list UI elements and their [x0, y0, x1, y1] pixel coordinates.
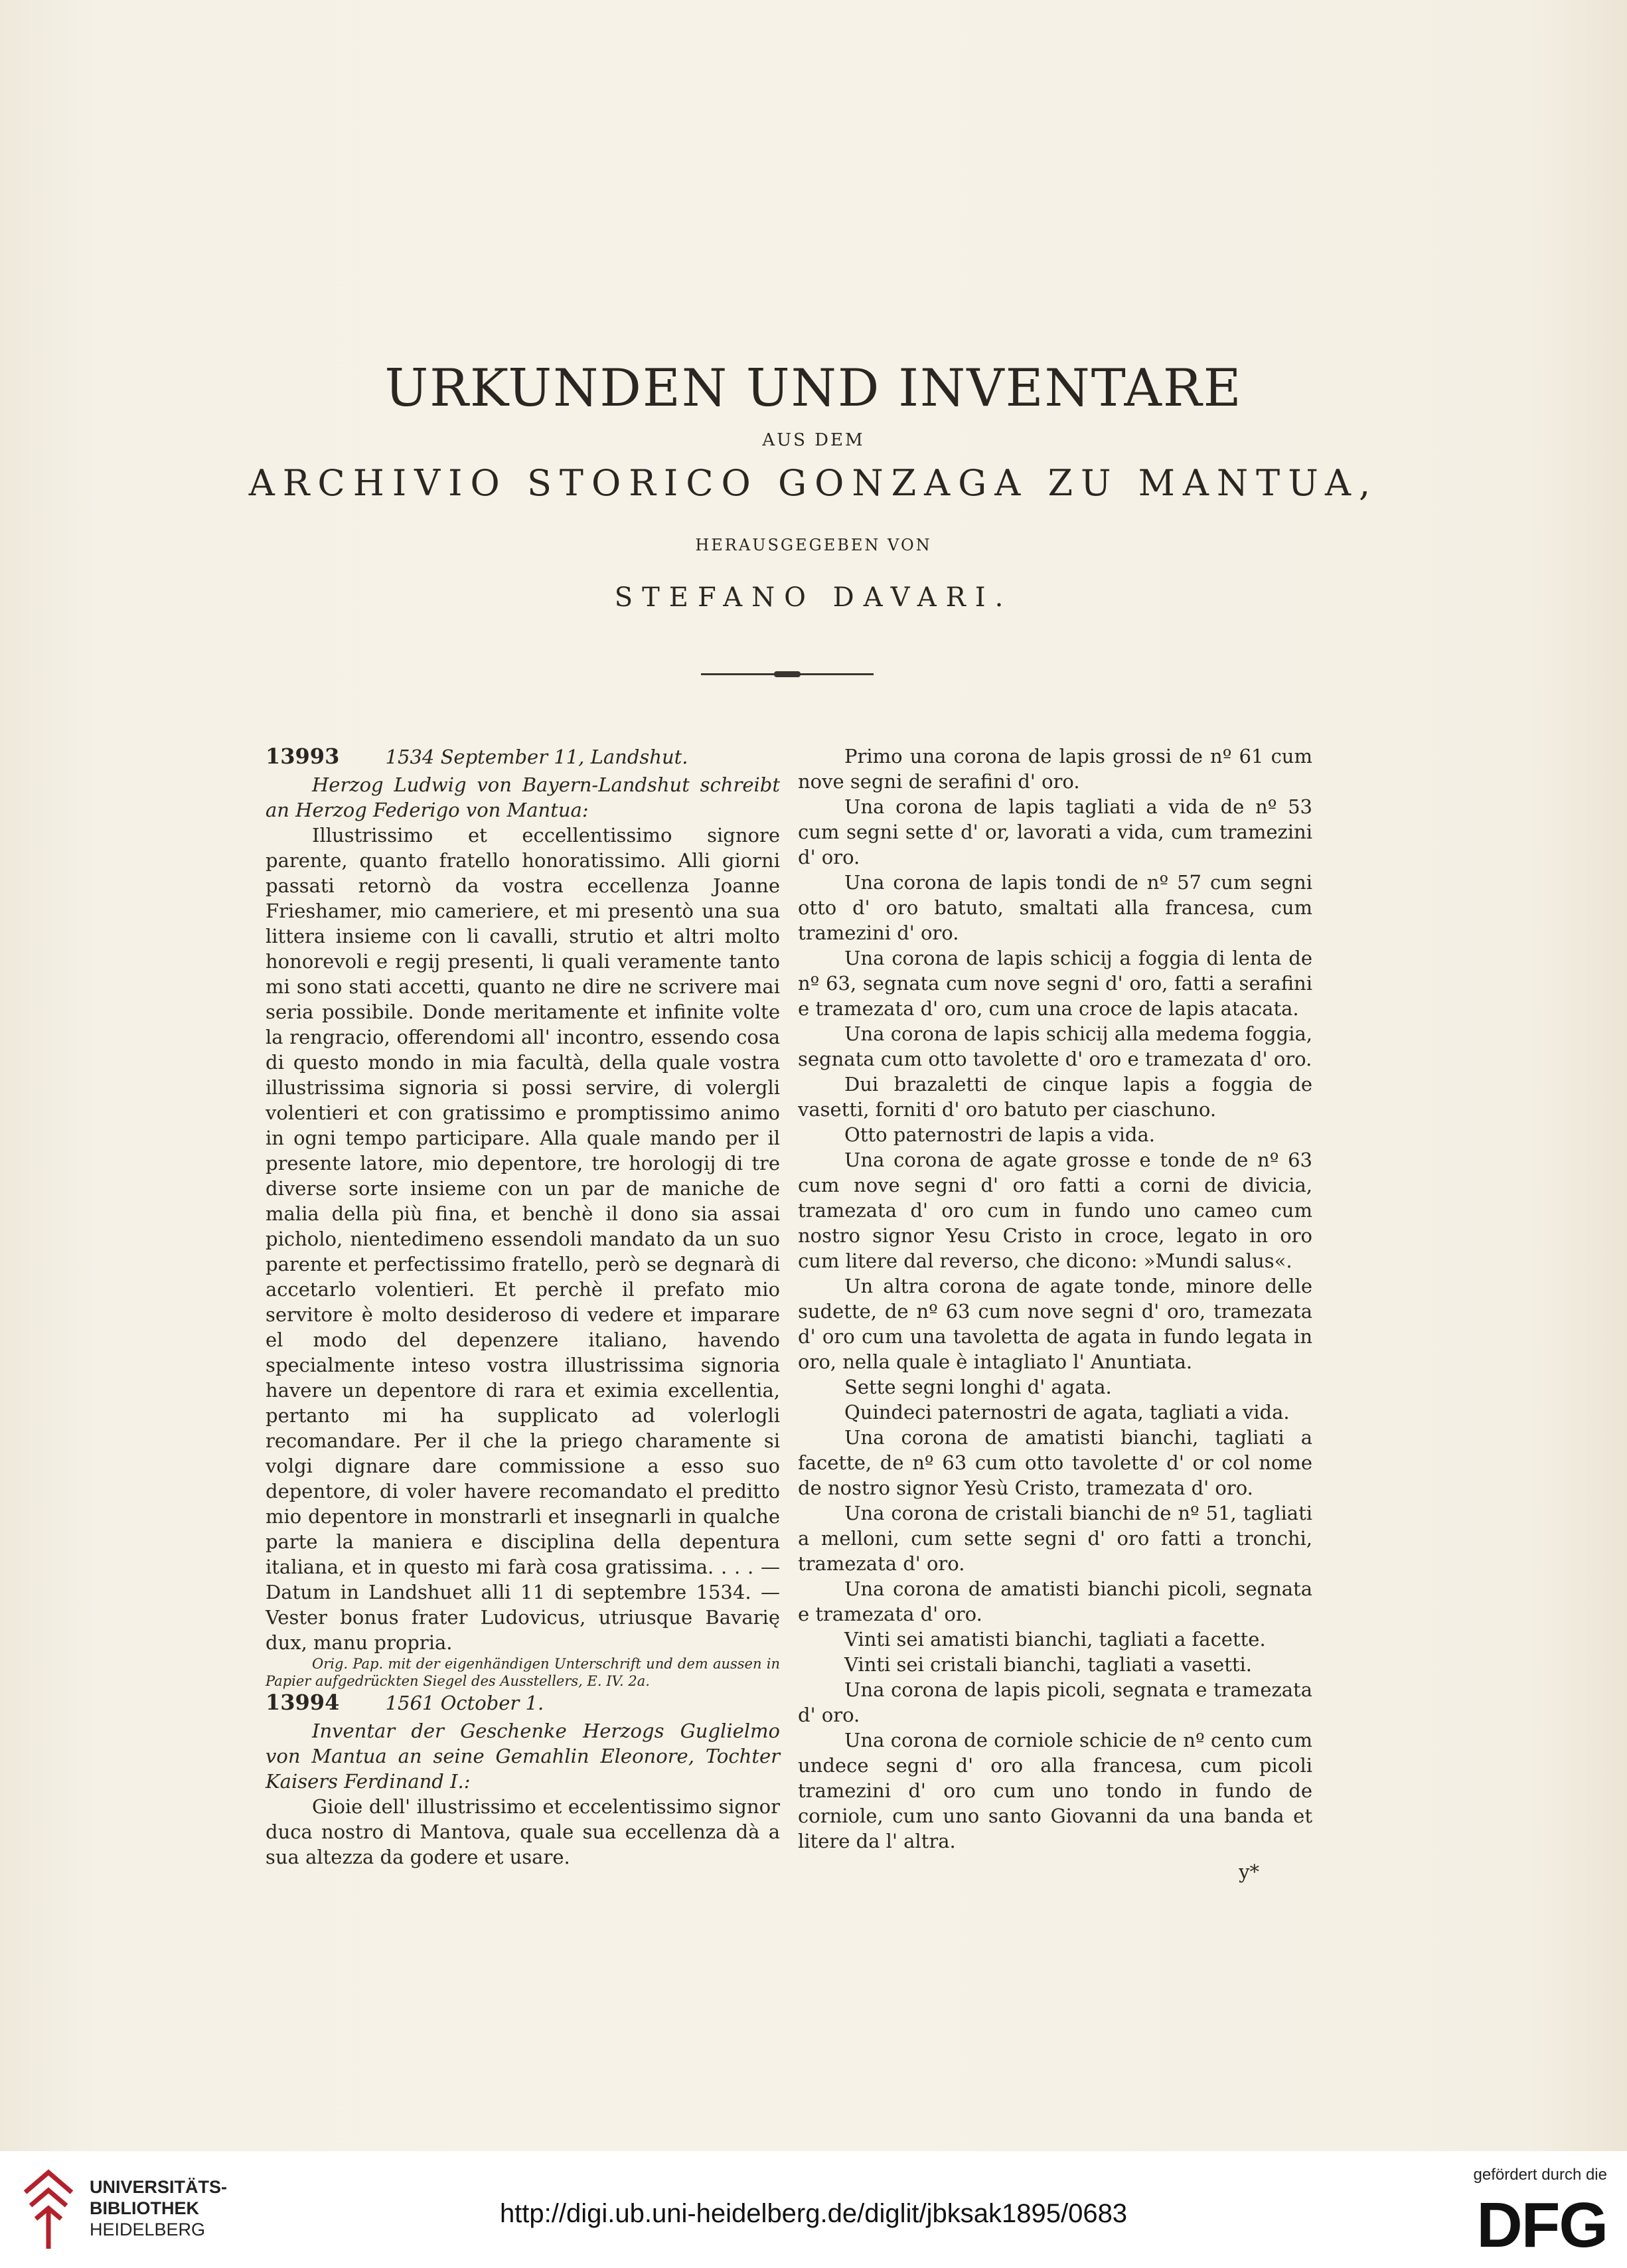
inventory-item: Otto paternostri de lapis a vida.	[844, 1123, 1156, 1146]
inventory-item: Una corona de lapis tagliati a vida de nº 53 cum segni sette d' or, lavorati a vida, cum tramezini d' oro.	[798, 795, 1312, 868]
entry-heading: Inventar der Geschenke Herzogs Guglielmo von Mantua an seine Gemahlin Eleonore, Tochter Kaisers Ferdinand I.:	[266, 1720, 780, 1793]
source-note: Orig. Pap. mit der eigenhändigen Unterschrift und dem aussen in Papier aufgedrückten Siegel des Ausstellers, E. IV. 2a.	[266, 1656, 780, 1689]
inventory-item: Una corona de corniole schicie de nº cento cum undece segni d' oro alla francesa, cum picoli tramezini d' oro cum uno tondo in fundo de corniole, cum uno santo Giovanni da una banda et litere da l' altra.	[798, 1729, 1312, 1852]
entry-date: 1534 September 11, Landshut.	[385, 746, 688, 768]
inventory-item: Una corona de lapis schicij alla medema foggia, segnata cum otto tavolette d' oro e tramezata d' oro.	[798, 1022, 1312, 1070]
inventory-item: Una corona de cristali bianchi de nº 51, tagliati a melloni, cum sette segni d' oro fatti a tronchi, tramezata d' oro.	[798, 1502, 1312, 1575]
entry-number: 13994	[266, 1690, 340, 1715]
page-header	[0, 359, 1627, 613]
inventory-item: Una corona de amatisti bianchi picoli, segnata e tramezata d' oro.	[798, 1578, 1312, 1625]
herausgegeben-label: HERAUSGEGEBEN VON	[695, 536, 932, 554]
funded-by-label: gefördert durch die	[1473, 2166, 1607, 2184]
title-divider	[701, 673, 874, 675]
page-title: URKUNDEN UND INVENTARE	[384, 359, 1243, 418]
library-line: UNIVERSITÄTS-	[90, 2177, 228, 2197]
inventory-item: Una corona de lapis schicij a foggia di lenta de nº 63, segnata cum nove segni d' oro, fatti a serafini e tramezata d' oro, cum una croce de lapis atacata.	[798, 947, 1312, 1020]
inventory-item: Una corona de lapis tondi de nº 57 cum segni otto d' oro batuto, smaltati alla francesa, cum tramezini d' oro.	[798, 871, 1312, 944]
inventory-item: Una corona de amatisti bianchi, tagliati a facette, de nº 63 cum otto tavolette d' or col nome de nostro signor Yesù Cristo, tramezata d' oro.	[798, 1426, 1312, 1499]
footer-bar	[0, 2151, 1627, 2268]
entry-date: 1561 October 1.	[385, 1692, 544, 1714]
entry-header-13993	[266, 744, 780, 770]
right-column	[798, 744, 1312, 1884]
inventory-item: Primo una corona de lapis grossi de nº 61 cum nove segni de serafini d' oro.	[798, 745, 1312, 793]
inventory-item: Dui brazaletti de cinque lapis a foggia de vasetti, forniti d' oro batuto per ciaschuno.	[798, 1073, 1312, 1121]
signature-mark: y*	[1239, 1860, 1259, 1883]
entry-heading: Herzog Ludwig von Bayern-Landshut schreibt an Herzog Federigo von Mantua:	[266, 773, 780, 821]
inventory-item: Sette segni longhi d' agata.	[844, 1376, 1112, 1398]
inventory-item: Quindeci paternostri de agata, tagliati a vida.	[844, 1401, 1290, 1423]
inventory-item: Una corona de lapis picoli, segnata e tramezata d' oro.	[798, 1678, 1312, 1726]
inventory-item: Vinti sei cristali bianchi, tagliati a vasetti.	[844, 1653, 1252, 1676]
archive-title: ARCHIVIO STORICO GONZAGA ZU MANTUA,	[248, 462, 1379, 504]
inventory-item: Un altra corona de agate tonde, minore delle sudette, de nº 63 cum nove segni d' oro, tramezata d' oro cum una tavoletta de agata in fundo legata in oro, nella quale è intagliato l' Anuntiata.	[798, 1275, 1312, 1373]
library-line: HEIDELBERG	[90, 2220, 206, 2239]
inventory-item: Vinti sei amatisti bianchi, tagliati a facette.	[844, 1628, 1266, 1651]
entry-body: Gioie dell' illustrissimo et eccelentissimo signor duca nostro di Mantova, quale sua eccellenza dà a sua altezza da godere et usare.	[266, 1795, 780, 1868]
aus-dem-label: AUS DEM	[762, 430, 865, 450]
entry-header-13994	[266, 1690, 780, 1716]
dfg-logo: DFG	[1476, 2190, 1607, 2261]
entry-number: 13993	[266, 744, 340, 769]
library-line: BIBLIOTHEK	[90, 2198, 199, 2218]
inventory-item: Una corona de agate grosse e tonde de nº 63 cum nove segni d' oro fatti a corni de divicia, tramezata d' oro cum in fundo uno cameo cum nostro signor Yesu Cristo in croce, legato in oro cum litere dal reverso, che dicono: »Mundi salus«.	[798, 1149, 1312, 1272]
entry-body: Illustrissimo et eccellentissimo signore parente, quanto fratello honoratissimo. Alli giorni passati retornò da vostra eccellenza Joanne Frieshamer, mio cameriere, et mi presentò una sua littera insieme con li cavalli, strutio et altri molto honorevoli e regij presenti, li quali veramente tanto mi sono stati accetti, quanto ne dire ne scrivere mai seria possibile. Donde meritamente et infinite volte la rengracio, offerendomi all' incontro, essendo cosa di questo mondo in mia facultà, della quale vostra illustrissima signoria si possi servire, di volergli volentieri et con gratissimo e promptissimo animo in ogni tempo participare. Alla quale mando per il presente latore, mio depentore, tre horologij di tre diverse sorte insieme con un par de maniche de malia della più fina, et benchè il dono sia assai picholo, nientedimeno essendoli mandato da un suo parente et perfectissimo fratello, però se degnarà di accetarlo volentieri. Et perchè il prefato mio servitore è molto desideroso di vedere et imparare el modo del depenzere italiano, havendo specialmente inteso vostra illustrissima signoria havere un depentore di rara et eximia excellentia, pertanto mi ha supplicato ad volerlogli recomandare. Per il che la priego charamente si volgi dignare dare commissione a esso suo depentore, di voler havere recomandato el preditto mio depentore in monstrarli et insegnarli in qualche parte la maniera e disciplina della depentura italiana, et in questo mi farà cosa gratissima. . . . — Datum in Landshuet alli 11 di septembre 1534. — Vester bonus frater Ludovicus, utriusque Bavarię dux, manu propria.	[266, 824, 780, 1654]
editor-name: STEFANO DAVARI.	[614, 582, 1013, 613]
source-url-link[interactable]: http://digi.ub.uni-heidelberg.de/diglit/jbksak1895/0683	[499, 2199, 1128, 2228]
left-column	[266, 744, 780, 1870]
